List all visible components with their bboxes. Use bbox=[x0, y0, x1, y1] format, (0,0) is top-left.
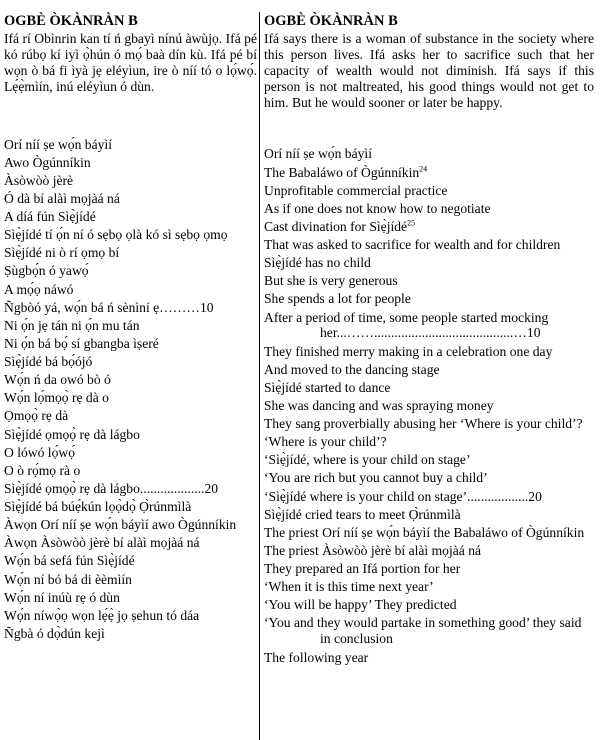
verse-line: Sìẹ̀jídé ọmọọ̀ rẹ dà lágbo bbox=[4, 426, 140, 442]
verse-line: O ò rọ́mọ rà o bbox=[4, 462, 81, 478]
verse-line: Sìẹ̀jídé cried tears to meet Ọ̀rúnmìlà bbox=[264, 506, 461, 522]
verse-line: Ñgbà ó dọ̀dún kejì bbox=[4, 625, 105, 641]
verse-line: But she is very generous bbox=[264, 273, 398, 289]
verse-line: A díá fún Sìẹ̀jídé bbox=[4, 209, 96, 225]
verse-line: Àwọn Orí níí ṣe wọ́n báyìí awo Ògúnníkin bbox=[4, 517, 237, 533]
verse-line: ‘You are rich but you cannot buy a child’ bbox=[264, 470, 488, 486]
verse-line: The priest Orí níí ṣe wọ́n báyìí the Babaláwo of Ògúnníkin bbox=[264, 524, 585, 540]
verse-line: They sang proverbially abusing her ‘Where is your child’? bbox=[264, 416, 583, 432]
verse-line: She spends a lot for people bbox=[264, 291, 411, 307]
english-column bbox=[264, 14, 594, 668]
verse-line: ‘Where is your child’? bbox=[264, 434, 387, 450]
verse-line: O lówó lọ́wọ́ bbox=[4, 444, 75, 460]
verse-line: They prepared an Ifá portion for her bbox=[264, 561, 461, 577]
verse-line: Ñgbòó yá, wọ́n bá ń sènìní ẹ………10 bbox=[4, 299, 214, 315]
verse-line: Orí níí ṣe wọ́n báyìí bbox=[264, 146, 372, 162]
verse-line: Wọ́n ń da owó bò ó bbox=[4, 372, 111, 388]
verse-line: Ọmọọ̀ rẹ dà bbox=[4, 408, 69, 424]
verse-line: ‘Sìẹ̀jídé, where is your child on stage’ bbox=[264, 452, 471, 468]
verse-line: Àsòwòò jèrè bbox=[4, 172, 74, 188]
verse-line: Sìẹ̀jídé has no child bbox=[264, 255, 371, 271]
verse-line: A mọ́ọ náwó bbox=[4, 281, 74, 297]
verse-line: Sìẹ̀jídé bá bọ́ójó bbox=[4, 354, 93, 370]
verse-line: Ni ọ́n bá bọ́ sí gbangba ìṣeré bbox=[4, 335, 159, 351]
verse-line: That was asked to sacrifice for wealth and for children bbox=[264, 237, 561, 253]
verse-line bbox=[264, 165, 594, 181]
verse-line: Ṣùgbọ́n ó yawọ́ bbox=[4, 263, 89, 279]
verse-line: Àwọn Àsòwòò jèrè bí alàì mọjàá ná bbox=[4, 535, 200, 551]
verse-text: The Babaláwo of Ògúnníkin bbox=[264, 164, 420, 180]
verse-line: And moved to the dancing stage bbox=[264, 361, 440, 377]
verse-line bbox=[264, 219, 594, 235]
english-heading: OGBÈ ÒKÀNRÀN B bbox=[264, 13, 398, 29]
verse-line: Sìẹ̀jídé tí ọ́n ní ó sẹbọ ọlà kó sì sẹbọ ọmọ bbox=[4, 227, 228, 243]
verse-line: Ni ọ́n jẹ tán ni ọ́n mu tán bbox=[4, 317, 140, 333]
column-divider bbox=[259, 12, 260, 740]
verse-line: Ó dà bí alàì mọjàá ná bbox=[4, 190, 120, 206]
verse-line: After a period of time, some people started mocking her...…….........................................…10 bbox=[264, 309, 549, 341]
verse-line: Wọ́n ní bó bá di èèmìín bbox=[4, 571, 132, 587]
footnote-marker: 25 bbox=[407, 218, 416, 228]
verse-line: Awo Ògúnníkin bbox=[4, 154, 91, 170]
verse-line: Sìẹ̀jídé bá búẹ́kún lọọ̀dọ̀ Ọ̀rúnmìlà bbox=[4, 499, 192, 515]
yoruba-intro: Ifá rí Obìnrin kan tí ń gbayì nínú àwùjọ. Ifá pé kó rúbọ kí iyì ọ̀hún ó mọ́ baà dín kù. Ifá pé bí wọn ò bá fi ìyà jẹ eléyìun, ire ò níí tó o lọ́wọ́. Lẹ́ẹ̀mìín, inú eléyìun ó dùn. bbox=[4, 30, 257, 94]
verse-line: Sìẹ̀jídé ọmọọ̀ rẹ dà lágbo...................20 bbox=[4, 480, 219, 496]
yoruba-column bbox=[4, 14, 257, 644]
verse-text: Cast divination for Sìẹ̀jídé bbox=[264, 218, 408, 234]
verse-line: ‘You and they would partake in something good’ they said in conclusion bbox=[264, 615, 582, 647]
verse-line: She was dancing and was spraying money bbox=[264, 397, 494, 413]
verse-line: ‘When it is this time next year’ bbox=[264, 579, 434, 595]
verse-line: Wọ́n ní inúù rẹ ó dùn bbox=[4, 589, 120, 605]
verse-line: Sìẹ̀jídé ni ò rí ọmọ bí bbox=[4, 245, 120, 261]
footnote-marker: 24 bbox=[419, 164, 428, 174]
verse-line: They finished merry making in a celebration one day bbox=[264, 343, 553, 359]
verse-line: ‘You will be happy’ They predicted bbox=[264, 597, 457, 613]
verse-line: The priest Àsòwòò jèrè bí alàì mọjàá ná bbox=[264, 542, 482, 558]
verse-line: Unprofitable commercial practice bbox=[264, 182, 448, 198]
verse-line: ‘Sìẹ̀jídé where is your child on stage’..................20 bbox=[264, 488, 542, 504]
english-intro: Ifá says there is a woman of substance in the society where this person lives. Ifá asks her to sacrifice such that her capacity of wealth would not diminish. Ifá says if this person is not maltreated, his good things would not get to him. But he would sooner or later be happy. bbox=[264, 30, 594, 110]
verse-line: Wọ́n bá sefá fún Sìẹ̀jídé bbox=[4, 553, 135, 569]
yoruba-heading: OGBÈ ÒKÀNRÀN B bbox=[4, 13, 138, 29]
verse-line: Wọ́n lọ́mọọ̀ rẹ dà o bbox=[4, 390, 109, 406]
verse-line: Wọ́n níwọ̀ọ wọn lẹ́ẹ̀ jọ ṣehun tó dáa bbox=[4, 607, 200, 623]
verse-line: The following year bbox=[264, 649, 369, 665]
yoruba-verse-list bbox=[4, 137, 257, 642]
verse-line: Orí níí ṣe wọ́n báyìí bbox=[4, 136, 112, 152]
english-verse-list bbox=[264, 146, 594, 665]
verse-line: Sìẹ̀jídé started to dance bbox=[264, 379, 391, 395]
verse-line: As if one does not know how to negotiate bbox=[264, 200, 491, 216]
